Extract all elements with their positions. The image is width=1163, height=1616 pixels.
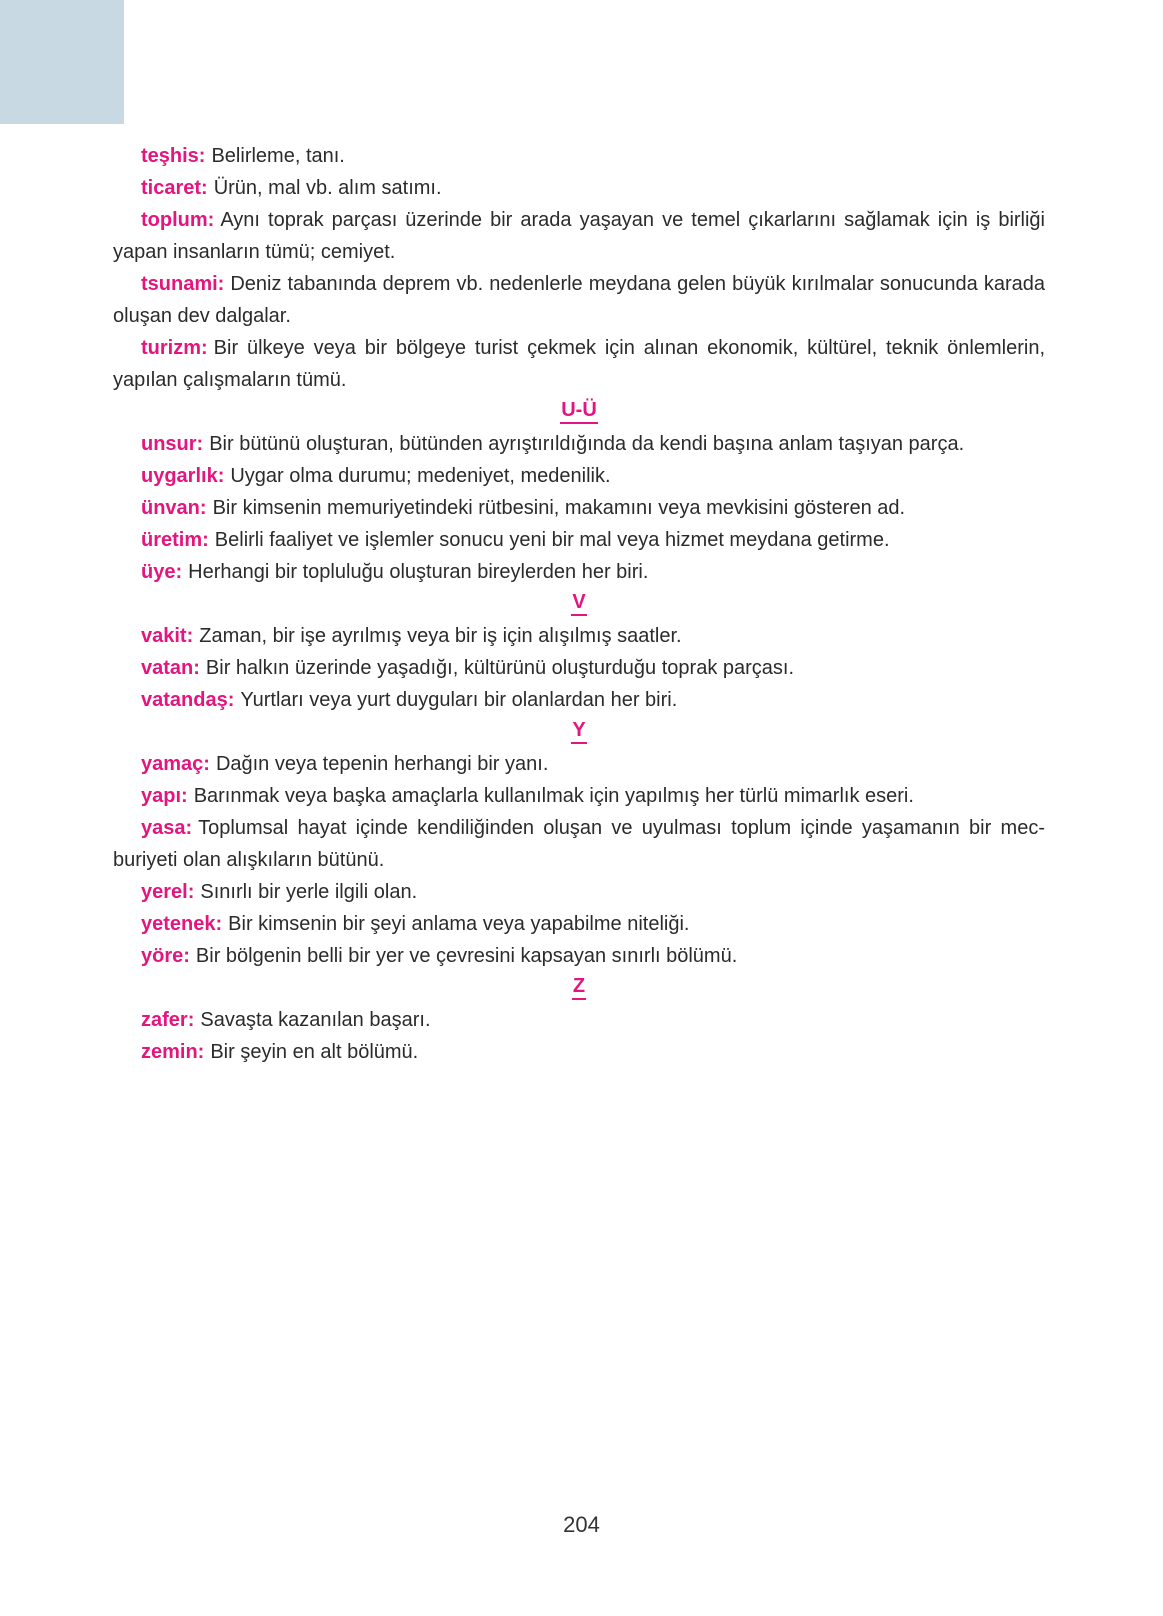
entry-term: vakit:: [141, 625, 194, 647]
section-letter: U-Ü: [560, 398, 598, 424]
entry-term: uygarlık:: [141, 465, 225, 487]
section-letter: Y: [571, 718, 586, 744]
glossary-entry: [113, 812, 1045, 876]
entry-term: yapı:: [141, 785, 188, 807]
glossary-entry: [113, 748, 1045, 780]
glossary-entry: [113, 460, 1045, 492]
glossary-entry: [113, 172, 1045, 204]
section-header: [113, 972, 1045, 1004]
glossary-entry: [113, 684, 1045, 716]
entry-definition: Belirleme, tanı.: [211, 145, 345, 167]
glossary-entry: [113, 1036, 1045, 1068]
entry-term: zemin:: [141, 1041, 205, 1063]
entry-definition: Aynı toprak parçası üzerinde bir arada yaşayan ve temel çıkarlarını sağlamak için iş birliği yapan insanların tümü; cemiyet.: [113, 209, 1045, 263]
glossary-entry: [113, 940, 1045, 972]
section-header: [113, 588, 1045, 620]
entry-term: yasa:: [141, 817, 193, 839]
glossary-entry: [113, 620, 1045, 652]
entry-term: yetenek:: [141, 913, 223, 935]
page-number: 204: [563, 1512, 600, 1537]
entry-term: üye:: [141, 561, 183, 583]
entry-definition: Bir bütünü oluşturan, bütünden ayrıştırıldığında da kendi başına anlam taşıyan parça.: [209, 433, 965, 455]
entry-definition: Ürün, mal vb. alım satımı.: [213, 177, 442, 199]
entry-definition: Yurtları veya yurt duyguları bir olanlardan her biri.: [240, 689, 678, 711]
entry-definition: Belirli faaliyet ve işlemler sonucu yeni bir mal veya hizmet meydana getirme.: [214, 529, 890, 551]
entry-term: teşhis:: [141, 145, 206, 167]
section-header: [113, 716, 1045, 748]
entry-term: toplum:: [141, 209, 215, 231]
glossary-entry: [113, 492, 1045, 524]
entry-term: yamaç:: [141, 753, 210, 775]
entry-definition: Deniz tabanında deprem vb. nedenlerle meydana gelen büyük kırılmalar sonucunda karada oluşan dev dalgalar.: [113, 273, 1045, 327]
section-letter: Z: [572, 974, 586, 1000]
entry-term: zafer:: [141, 1009, 195, 1031]
glossary-entry: [113, 204, 1045, 268]
glossary-entry: [113, 428, 1045, 460]
entry-definition: Toplumsal hayat içinde kendiliğinden oluşan ve uyulması toplum içinde yaşamanın bir mecburiyeti olan alışkıların bütünü.: [113, 817, 1045, 871]
glossary-entry: [113, 652, 1045, 684]
entry-definition: Bir ülkeye veya bir bölgeye turist çekmek için alınan ekonomik, kültürel, teknik önlemlerin, yapılan çalışmaların tümü.: [113, 337, 1045, 391]
entry-definition: Savaşta kazanılan başarı.: [200, 1009, 431, 1031]
entry-definition: Bir halkın üzerinde yaşadığı, kültürünü oluşturduğu toprak parçası.: [205, 657, 795, 679]
entry-definition: Bir kimsenin bir şeyi anlama veya yapabilme niteliği.: [228, 913, 690, 935]
corner-decoration: [0, 0, 124, 124]
entry-term: unsur:: [141, 433, 204, 455]
entry-term: vatan:: [141, 657, 200, 679]
entry-term: ünvan:: [141, 497, 207, 519]
section-header: [113, 396, 1045, 428]
glossary-entry: [113, 524, 1045, 556]
glossary-entry: [113, 1004, 1045, 1036]
glossary-entry: [113, 268, 1045, 332]
entry-term: yerel:: [141, 881, 195, 903]
entry-term: yöre:: [141, 945, 190, 967]
entry-term: vatandaş:: [141, 689, 235, 711]
glossary-entry: [113, 908, 1045, 940]
entry-definition: Barınmak veya başka amaçlarla kullanılmak için yapılmış her türlü mimarlık eseri.: [193, 785, 914, 807]
entry-definition: Bir bölgenin belli bir yer ve çevresini kapsayan sınırlı bölümü.: [195, 945, 738, 967]
entry-definition: Herhangi bir topluluğu oluşturan bireylerden her biri.: [188, 561, 649, 583]
glossary-entry: [113, 556, 1045, 588]
entry-term: üretim:: [141, 529, 209, 551]
glossary-entry: [113, 876, 1045, 908]
entry-definition: Zaman, bir işe ayrılmış veya bir iş için alışılmış saatler.: [199, 625, 682, 647]
entry-definition: Dağın veya tepenin herhangi bir yanı.: [215, 753, 549, 775]
entry-term: turizm:: [141, 337, 208, 359]
entry-term: tsunami:: [141, 273, 225, 295]
glossary-entry: [113, 780, 1045, 812]
entry-definition: Bir kimsenin memuriyetindeki rütbesini, makamını veya mevkisini gösteren ad.: [212, 497, 906, 519]
entry-definition: Bir şeyin en alt bölümü.: [210, 1041, 419, 1063]
glossary-entry: [113, 140, 1045, 172]
entry-definition: Uygar olma durumu; medeniyet, medenilik.: [230, 465, 611, 487]
entry-term: ticaret:: [141, 177, 208, 199]
glossary-entry: [113, 332, 1045, 396]
glossary: [113, 140, 1045, 1068]
section-letter: V: [571, 590, 586, 616]
entry-definition: Sınırlı bir yerle ilgili olan.: [200, 881, 418, 903]
